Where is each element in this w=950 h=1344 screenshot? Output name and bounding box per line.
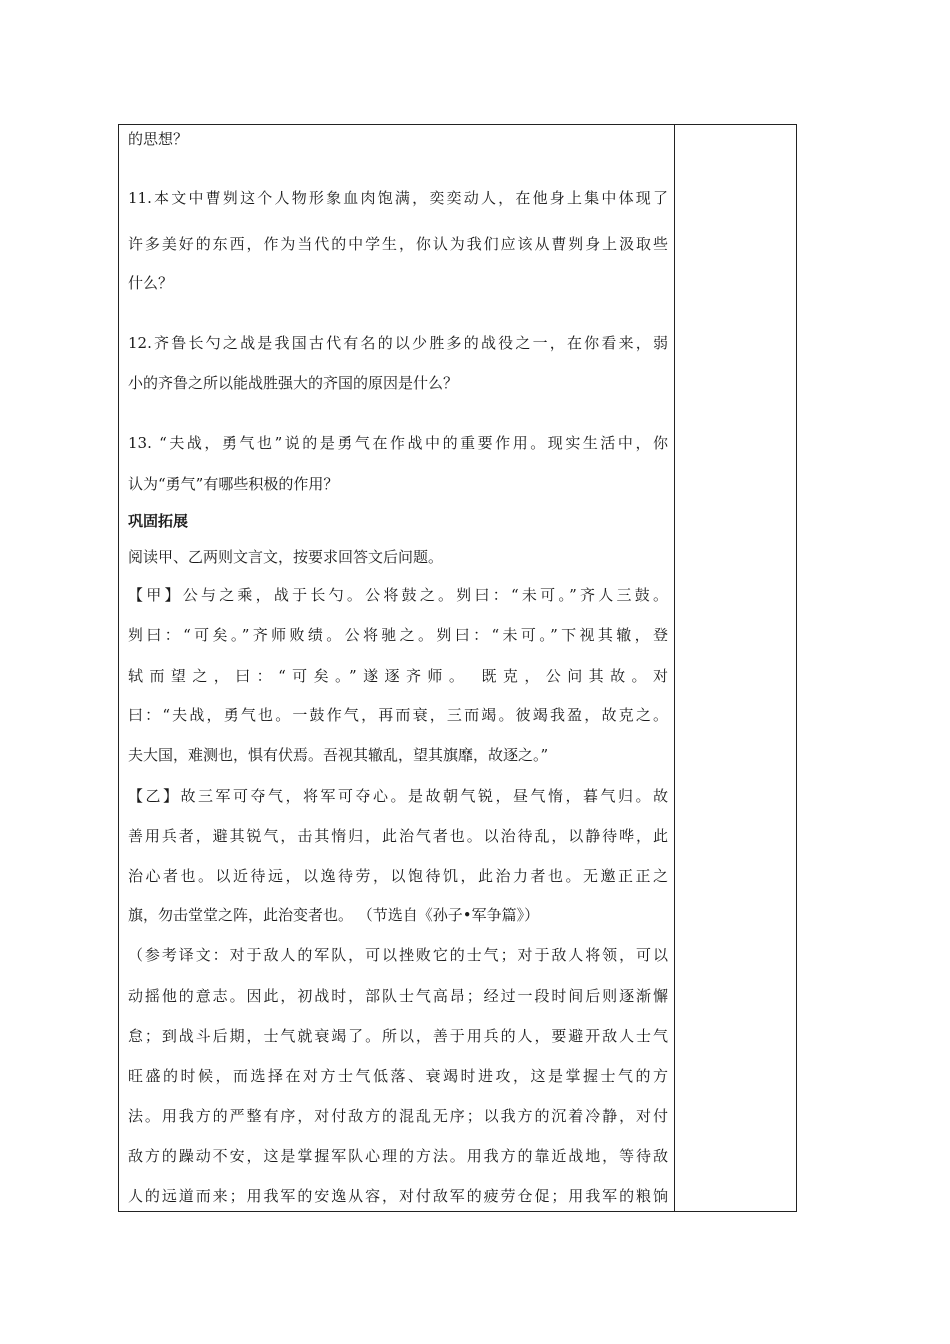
- translation-line-5: 法。用我方的严整有序，对付敌方的混乱无序；以我方的沉着冷静，对付: [128, 1107, 668, 1125]
- translation-line-3: 怠；到战斗后期，士气就衰竭了。所以，善于用兵的人，要避开敌人士气: [128, 1027, 668, 1045]
- content-cell: [128, 125, 668, 1211]
- passage-yi-line-1: 【乙】故三军可夺气，将军可夺心。是故朝气锐，昼气惰，暮气归。故: [128, 787, 668, 805]
- text-line: 的思想？: [128, 130, 189, 148]
- translation-line-1: （参考译文：对于敌人的军队，可以挫败它的士气；对于敌人将领，可以: [128, 946, 668, 964]
- passage-jia-line-5: 夫大国，难测也，惧有伏焉。吾视其辙乱，望其旗靡，故逐之。”: [128, 746, 549, 764]
- instruction-line: 阅读甲、乙两则文言文，按要求回答文后问题。: [128, 548, 444, 566]
- question-12-line-1: 12.齐鲁长勺之战是我国古代有名的以少胜多的战役之一，在你看来，弱: [128, 334, 668, 352]
- question-13-line-1: 13. “夫战，勇气也”说的是勇气在作战中的重要作用。现实生活中，你: [128, 434, 668, 452]
- passage-jia-line-4: 曰：“夫战，勇气也。一鼓作气，再而衰，三而竭。彼竭我盈，故克之。: [128, 706, 668, 724]
- question-11-line-2: 许多美好的东西，作为当代的中学生，你认为我们应该从曹刿身上汲取些: [128, 235, 668, 253]
- question-11-line-3: 什么？: [128, 274, 174, 292]
- question-13-line-2: 认为“勇气”有哪些积极的作用？: [128, 475, 339, 493]
- notes-cell: [675, 125, 796, 1211]
- question-12-line-2: 小的齐鲁之所以能战胜强大的齐国的原因是什么？: [128, 374, 459, 392]
- translation-line-4: 旺盛的时候，而选择在对方士气低落、衰竭时进攻，这是掌握士气的方: [128, 1067, 668, 1085]
- passage-yi-line-4: 旗，勿击堂堂之阵，此治变者也。 （节选自《孙子•军争篇》）: [128, 906, 540, 924]
- translation-line-2: 动摇他的意志。因此，初战时，部队士气高昂；经过一段时间后则逐渐懈: [128, 987, 668, 1005]
- translation-line-7: 人的远道而来；用我军的安逸从容，对付敌军的疲劳仓促；用我军的粮饷: [128, 1187, 668, 1205]
- passage-jia-line-2: 刿曰：“可矣。”齐师败绩。公将驰之。刿曰：“未可。”下视其辙，登: [128, 626, 668, 644]
- passage-jia-line-3: 轼而望之，曰：“可矣。”遂逐齐师。 既克，公问其故。对: [128, 667, 668, 685]
- passage-jia-line-1: 【甲】公与之乘，战于长勺。公将鼓之。刿曰：“未可。”齐人三鼓。: [128, 586, 668, 604]
- section-heading: 巩固拓展: [128, 512, 189, 530]
- translation-line-6: 敌方的躁动不安，这是掌握军队心理的方法。用我方的靠近战地，等待敌: [128, 1147, 668, 1165]
- worksheet-table: [118, 124, 797, 1212]
- question-11-line-1: 11.本文中曹刿这个人物形象血肉饱满，奕奕动人，在他身上集中体现了: [128, 189, 668, 207]
- passage-yi-line-2: 善用兵者，避其锐气，击其惰归，此治气者也。以治待乱，以静待哗，此: [128, 827, 668, 845]
- passage-yi-line-3: 治心者也。以近待远，以逸待劳，以饱待饥，此治力者也。无邀正正之: [128, 867, 668, 885]
